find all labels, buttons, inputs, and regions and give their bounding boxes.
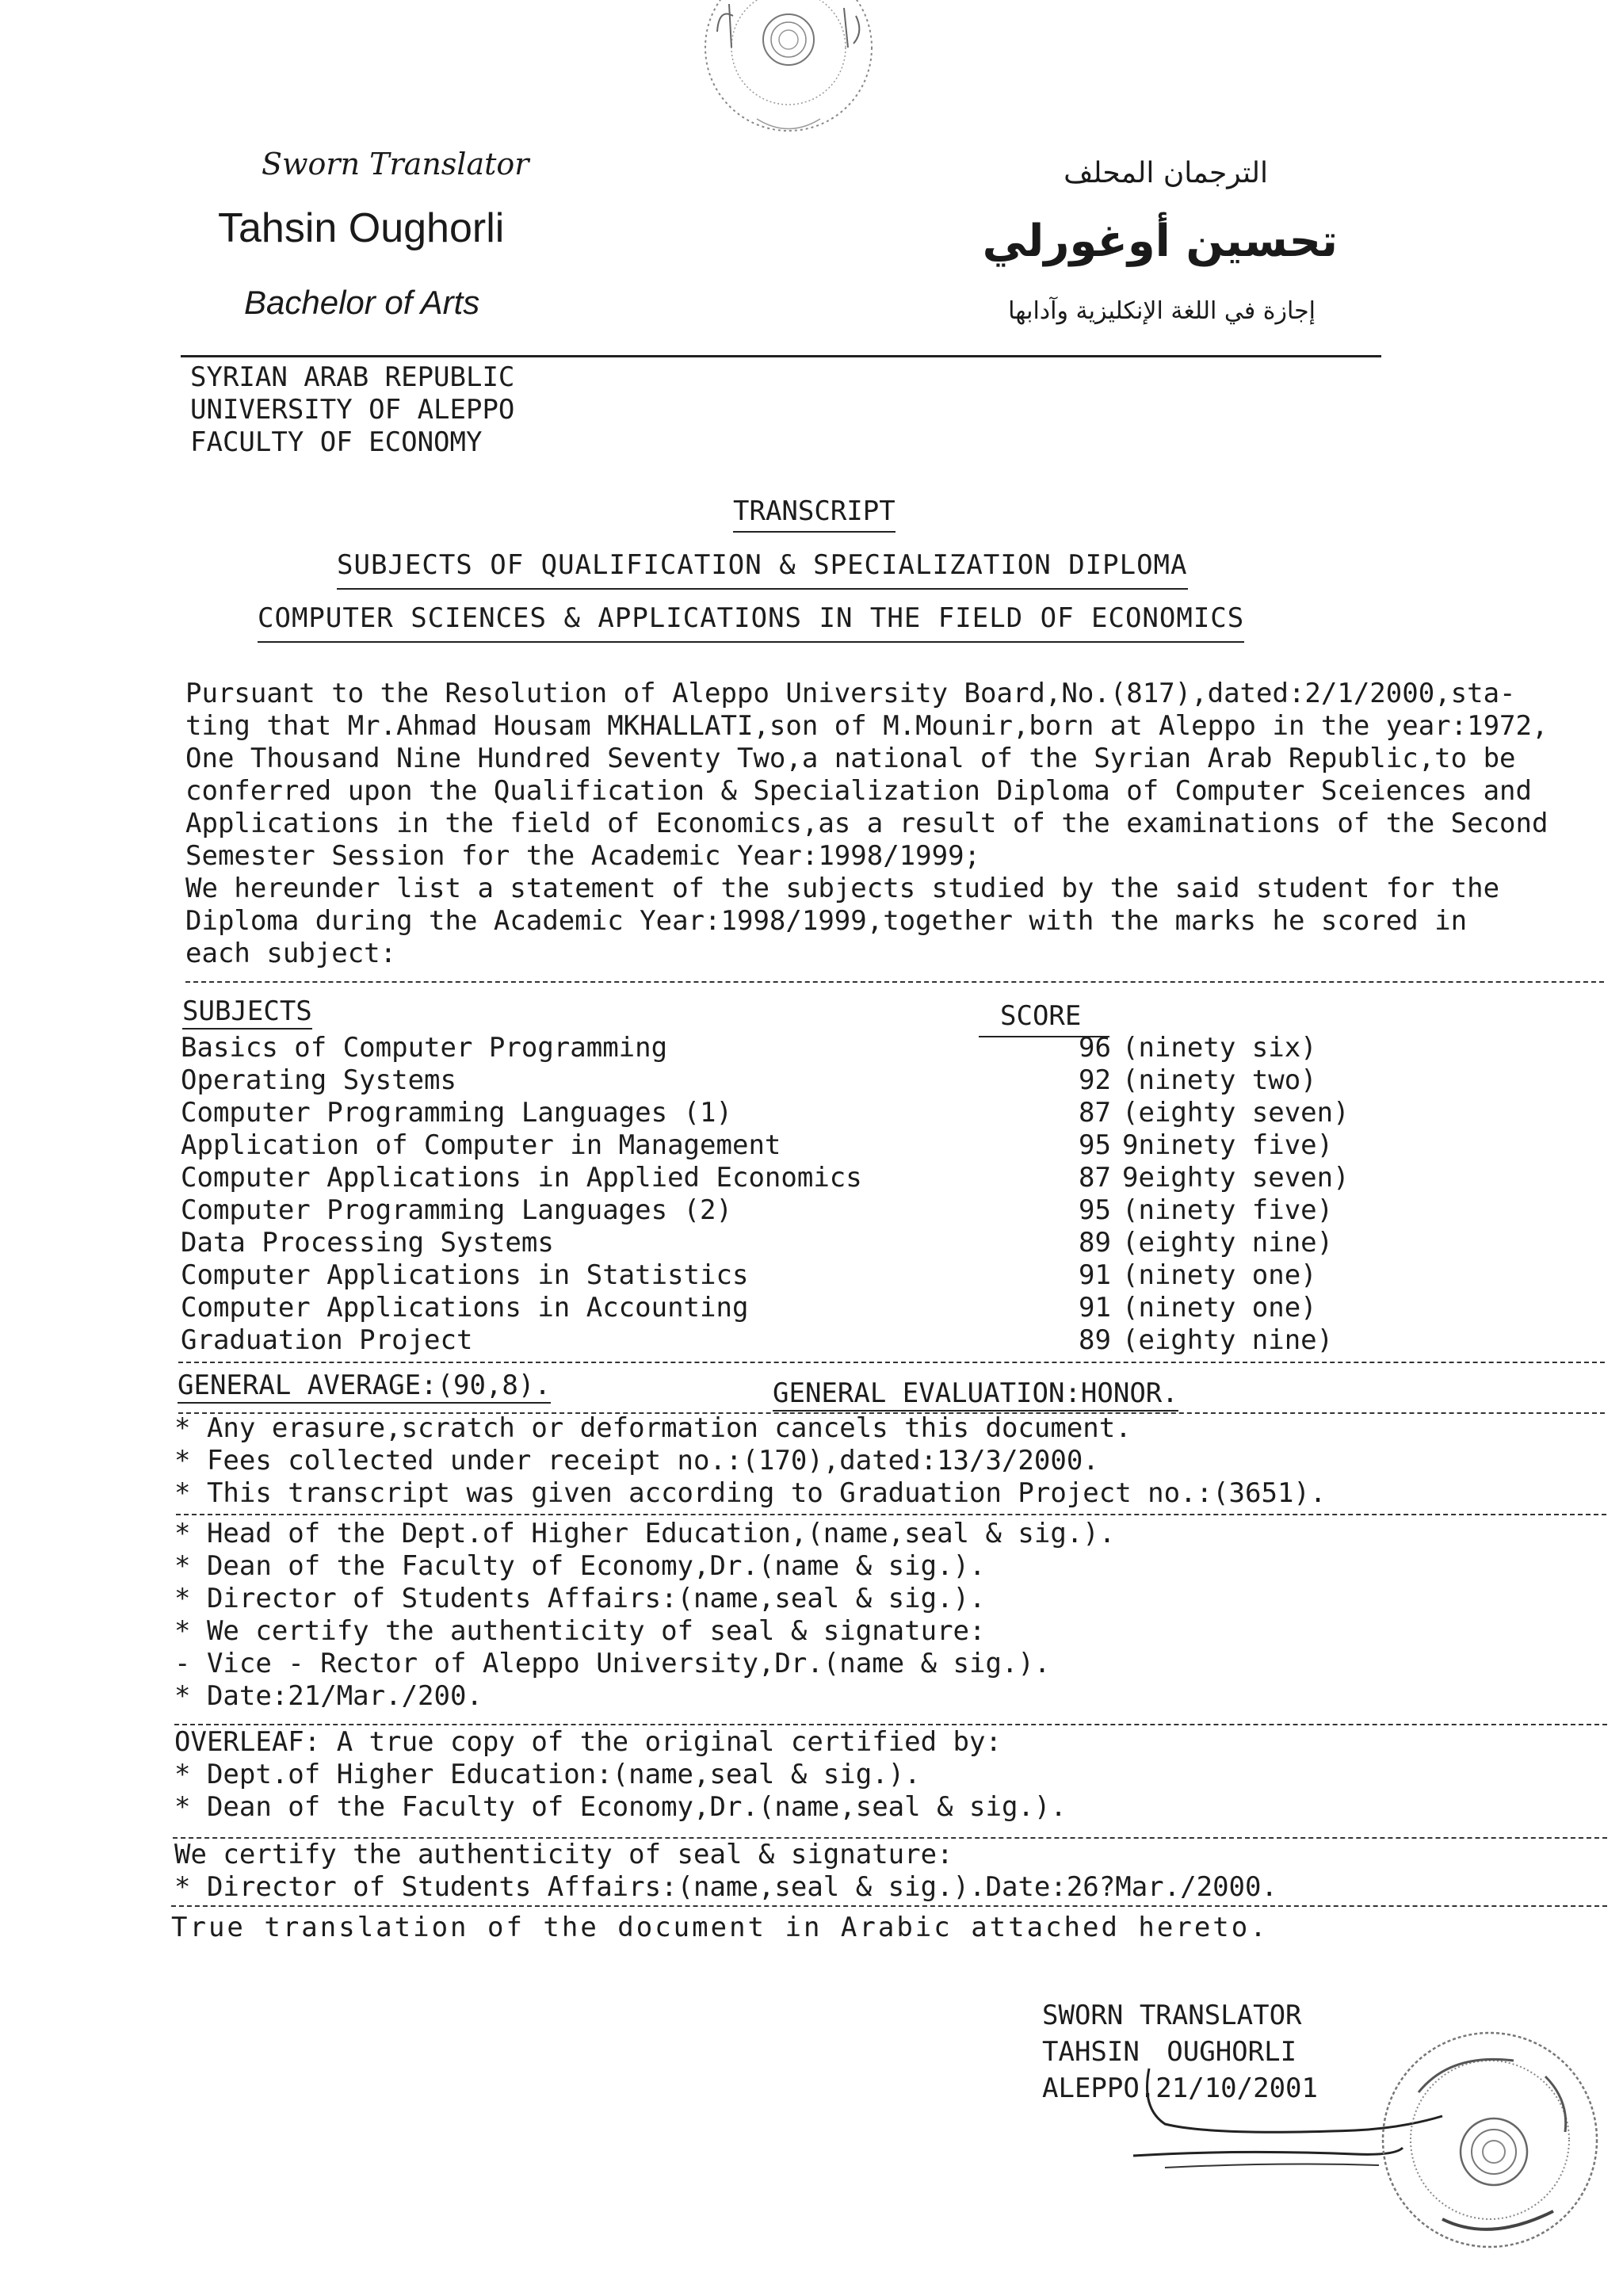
paragraph-line: One Thousand Nine Hundred Seventy Two,a national of the Syrian Arab Republic,to be bbox=[185, 743, 1516, 774]
paragraph-line: conferred upon the Qualification & Specialization Diploma of Computer Sceiences and bbox=[185, 775, 1532, 807]
note-line: * This transcript was given according to Graduation Project no.:(3651). bbox=[174, 1477, 1327, 1509]
subject-name: Computer Applications in Applied Economics bbox=[181, 1162, 862, 1194]
score-words: (eighty seven) bbox=[1122, 1097, 1350, 1129]
true-translation-statement: True translation of the document in Arabic attached hereto. bbox=[171, 1912, 1269, 1943]
paragraph-line: Diploma during the Academic Year:1998/1999,together with the marks he scored in bbox=[185, 905, 1468, 937]
score-header: SCORE bbox=[1000, 1000, 1082, 1032]
translator-name-arabic: تحسين أوغورلي bbox=[982, 216, 1338, 267]
divider-dashed bbox=[171, 1905, 1607, 1907]
resolution-paragraph bbox=[185, 678, 1596, 970]
certify-block bbox=[174, 1839, 1277, 1904]
signature-line: * Dean of the Faculty of Economy,Dr.(name & sig.). bbox=[174, 1550, 986, 1582]
signatures-block bbox=[174, 1518, 1115, 1713]
score-row bbox=[1048, 1097, 1350, 1129]
paragraph-line: Semester Session for the Academic Year:1998/1999; bbox=[185, 840, 981, 872]
paragraph-line: ting that Mr.Ahmad Housam MKHALLATI,son of M.Mounir,born at Aleppo in the year:1972, bbox=[185, 710, 1549, 742]
subject-name: Basics of Computer Programming bbox=[181, 1032, 668, 1064]
overleaf-line: * Dean of the Faculty of Economy,Dr.(name,seal & sig.). bbox=[174, 1791, 1067, 1823]
score-value: 92 bbox=[1079, 1064, 1111, 1096]
notes-block bbox=[174, 1412, 1326, 1510]
score-words: (ninety five) bbox=[1122, 1194, 1334, 1226]
score-row bbox=[1048, 1259, 1350, 1292]
score-words: (ninety six) bbox=[1122, 1032, 1317, 1064]
signoff-name: TAHSIN OUGHORLI bbox=[1042, 2036, 1297, 2068]
institution-line: UNIVERSITY OF ALEPPO bbox=[190, 394, 515, 426]
scores-list bbox=[1048, 1032, 1350, 1357]
institution-line: SYRIAN ARAB REPUBLIC bbox=[190, 361, 515, 393]
paragraph-line: each subject: bbox=[185, 938, 397, 969]
certify-line: We certify the authenticity of seal & signature: bbox=[174, 1839, 953, 1870]
subject-name: Graduation Project bbox=[181, 1324, 473, 1356]
general-evaluation: GENERAL EVALUATION:HONOR. bbox=[773, 1377, 1178, 1412]
divider-dashed bbox=[178, 1362, 1605, 1363]
divider-dashed bbox=[174, 1724, 1607, 1725]
signoff-place-date: ALEPPO.21/10/2001 bbox=[1042, 2073, 1318, 2104]
divider-dashed bbox=[185, 981, 1604, 983]
signature-line: * Head of the Dept.of Higher Education,(name,seal & sig.). bbox=[174, 1518, 1116, 1549]
score-row bbox=[1048, 1227, 1350, 1259]
score-row bbox=[1048, 1292, 1350, 1324]
subject-name: Operating Systems bbox=[181, 1064, 456, 1096]
overleaf-block bbox=[174, 1726, 1067, 1824]
score-value: 89 bbox=[1079, 1324, 1111, 1356]
score-value: 91 bbox=[1079, 1292, 1111, 1324]
translator-degree-arabic: إجازة في اللغة الإنكليزية وآدابها bbox=[1008, 297, 1316, 325]
score-words: (ninety one) bbox=[1122, 1259, 1317, 1291]
general-average: GENERAL AVERAGE:(90,8). bbox=[178, 1370, 551, 1404]
subject-name: Data Processing Systems bbox=[181, 1227, 554, 1259]
score-row bbox=[1048, 1194, 1350, 1227]
field-subtitle: COMPUTER SCIENCES & APPLICATIONS IN THE FIELD OF ECONOMICS bbox=[258, 602, 1244, 643]
score-value: 91 bbox=[1079, 1259, 1111, 1291]
subject-name: Computer Programming Languages (2) bbox=[181, 1194, 732, 1226]
signature-line: * Director of Students Affairs:(name,seal & sig.). bbox=[174, 1583, 986, 1614]
translator-degree: Bachelor of Arts bbox=[244, 284, 480, 321]
institution-line: FACULTY OF ECONOMY bbox=[190, 426, 483, 458]
score-row bbox=[1048, 1032, 1350, 1064]
paragraph-line: We hereunder list a statement of the subjects studied by the said student for the bbox=[185, 873, 1500, 904]
score-value: 96 bbox=[1079, 1032, 1111, 1064]
translator-name: Tahsin Oughorli bbox=[218, 205, 505, 251]
diploma-subtitle: SUBJECTS OF QUALIFICATION & SPECIALIZATION DIPLOMA bbox=[337, 549, 1188, 590]
score-words: (eighty nine) bbox=[1122, 1324, 1334, 1356]
translator-seal-bottom bbox=[1355, 2005, 1609, 2259]
subject-name: Computer Applications in Statistics bbox=[181, 1259, 749, 1291]
score-words: 9ninety five) bbox=[1122, 1129, 1334, 1161]
score-row bbox=[1048, 1324, 1350, 1357]
score-words: 9eighty seven) bbox=[1122, 1162, 1350, 1194]
header-divider bbox=[181, 355, 1381, 357]
score-row bbox=[1048, 1162, 1350, 1194]
sworn-translator-label: Sworn Translator bbox=[262, 147, 529, 181]
signoff-title: SWORN TRANSLATOR bbox=[1042, 2000, 1302, 2031]
subject-name: Application of Computer in Management bbox=[181, 1129, 781, 1161]
score-value: 95 bbox=[1079, 1194, 1111, 1226]
score-value: 87 bbox=[1079, 1162, 1111, 1194]
note-line: * Any erasure,scratch or deformation cancels this document. bbox=[174, 1412, 1132, 1444]
subject-name: Computer Applications in Accounting bbox=[181, 1292, 749, 1324]
translator-seal-top bbox=[670, 0, 907, 151]
score-words: (ninety one) bbox=[1122, 1292, 1317, 1324]
overleaf-line: * Dept.of Higher Education:(name,seal & sig.). bbox=[174, 1759, 921, 1790]
paragraph-line: Applications in the field of Economics,as a result of the examinations of the Second bbox=[185, 808, 1549, 839]
document-title: TRANSCRIPT bbox=[733, 495, 896, 533]
score-words: (ninety two) bbox=[1122, 1064, 1317, 1096]
score-row bbox=[1048, 1064, 1350, 1097]
subjects-header: SUBJECTS bbox=[182, 995, 312, 1030]
subjects-list bbox=[181, 1032, 862, 1357]
subject-name: Computer Programming Languages (1) bbox=[181, 1097, 732, 1129]
paragraph-line: Pursuant to the Resolution of Aleppo University Board,No.(817),dated:2/1/2000,sta- bbox=[185, 678, 1516, 709]
score-value: 89 bbox=[1079, 1227, 1111, 1259]
divider-dashed bbox=[176, 1514, 1606, 1515]
score-words: (eighty nine) bbox=[1122, 1227, 1334, 1259]
score-value: 95 bbox=[1079, 1129, 1111, 1161]
translator-title-arabic: الترجمان المحلف bbox=[1064, 157, 1268, 189]
institution-block bbox=[190, 361, 514, 459]
signature-line: - Vice - Rector of Aleppo University,Dr.(name & sig.). bbox=[174, 1648, 1051, 1679]
certify-line: * Director of Students Affairs:(name,seal & sig.).Date:26?Mar./2000. bbox=[174, 1871, 1277, 1903]
score-value: 87 bbox=[1079, 1097, 1111, 1129]
note-line: * Fees collected under receipt no.:(170),dated:13/3/2000. bbox=[174, 1445, 1099, 1477]
score-row bbox=[1048, 1129, 1350, 1162]
signature-line: * We certify the authenticity of seal & signature: bbox=[174, 1615, 986, 1647]
overleaf-line: OVERLEAF: A true copy of the original certified by: bbox=[174, 1726, 1002, 1758]
signature-line: * Date:21/Mar./200. bbox=[174, 1680, 483, 1712]
